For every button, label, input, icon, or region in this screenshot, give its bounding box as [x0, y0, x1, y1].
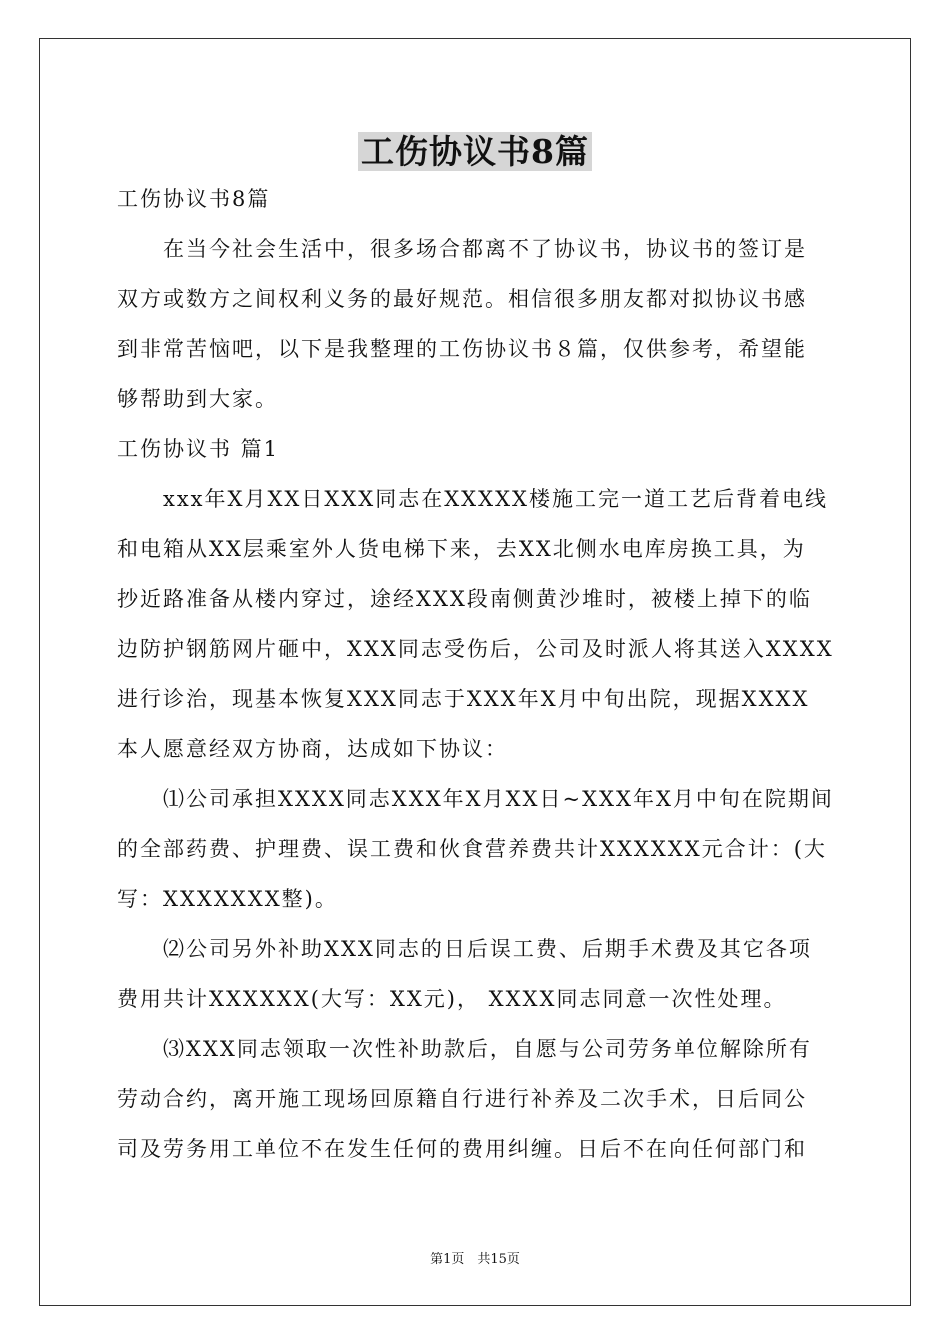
- body-line: 费用共计XXXXXX(大写：XX元)， XXXX同志同意一次性处理。: [117, 987, 787, 1011]
- body-line: 抄近路准备从楼内穿过，途经XXX段南侧黄沙堆时，被楼上掉下的临: [117, 587, 812, 611]
- body-line: 写：XXXXXXX整)。: [117, 887, 338, 911]
- body-line: 双方或数方之间权利义务的最好规范。相信很多朋友都对拟协议书感: [117, 287, 807, 311]
- body-line: 够帮助到大家。: [117, 387, 278, 411]
- body-line: xxx年X月XX日XXX同志在XXXXX楼施工完一道工艺后背着电线: [117, 487, 828, 511]
- page-footer: 第1页 共15页: [430, 1252, 520, 1267]
- body-line: 在当今社会生活中，很多场合都离不了协议书，协议书的签订是: [117, 237, 807, 261]
- body-line: 进行诊治，现基本恢复XXX同志于XXX年X月中旬出院，现据XXXX: [117, 687, 810, 711]
- body-line: 劳动合约，离开施工现场回原籍自行进行补养及二次手术，日后同公: [117, 1087, 807, 1111]
- body-line: ⑶XXX同志领取一次性补助款后，自愿与公司劳务单位解除所有: [117, 1037, 812, 1061]
- body-line: 边防护钢筋网片砸中，XXX同志受伤后，公司及时派人将其送入XXXX: [117, 637, 834, 661]
- body-line: 和电箱从XX层乘室外人货电梯下来，去XX北侧水电库房换工具，为: [117, 537, 806, 561]
- body-line: ⑴公司承担XXXX同志XXX年X月XX日~XXX年X月中旬在院期间: [117, 787, 834, 811]
- body-line: 司及劳务用工单位不在发生任何的费用纠缠。日后不在向任何部门和: [117, 1137, 807, 1161]
- body-line: ⑵公司另外补助XXX同志的日后误工费、后期手术费及其它各项: [117, 937, 812, 961]
- document-title: 工伤协议书8篇: [0, 126, 950, 173]
- section-heading: 工伤协议书 篇1: [117, 437, 280, 461]
- body-line: 本人愿意经双方协商，达成如下协议：: [117, 737, 508, 761]
- body-line: 到非常苦恼吧，以下是我整理的工伤协议书８篇，仅供参考，希望能: [117, 337, 807, 361]
- page-border: [39, 38, 911, 1306]
- subtitle-line: 工伤协议书8篇: [117, 187, 271, 211]
- body-line: 的全部药费、护理费、误工费和伙食营养费共计XXXXXX元合计：(大: [117, 837, 827, 861]
